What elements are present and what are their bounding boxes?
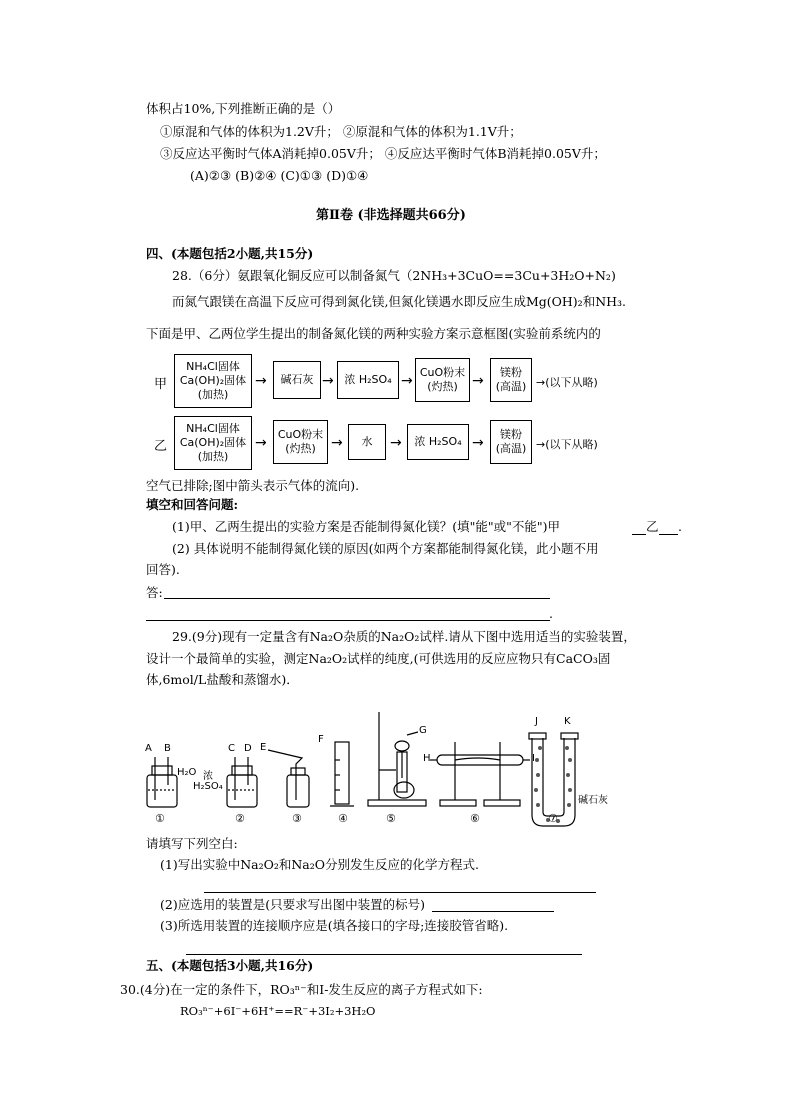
question-28-line: 而氮气跟镁在高温下反应可得到氮化镁,但氮化镁遇水即反应生成Mg(OH)₂和NH₃. [172,294,627,309]
arrow-icon: → [472,435,484,451]
port-label: C [228,743,235,754]
reagent-label: 浓 [203,771,213,782]
flow-box: NH₄Cl固体 Ca(OH)₂固体 (加热) [174,416,252,470]
reagent-label: 碱石灰 [578,795,608,806]
part-heading: 四、(本题包括2小题,共15分) [146,246,314,261]
question-29-sub3: (3)所选用装置的连接顺序应是(填各接口的字母;连接胶管省略). [160,918,509,933]
answer-yi: 乙 [646,519,659,534]
period: . [678,519,682,534]
port-label: D [244,743,252,754]
fill-heading: 填空和回答问题: [146,497,239,512]
arrow-icon: → [255,373,267,389]
choices-line: (A)②③ (B)②④ (C)①③ (D)①④ [190,168,369,183]
answer-blank[interactable] [186,954,582,955]
apparatus-number: ④ [338,812,348,825]
port-label: A [145,743,152,754]
port-label: H [423,753,431,764]
question-28-line: 空气已排除;图中箭头表示气体的流向). [146,478,360,493]
port-label: K [564,716,571,727]
question-29-sub2: (2)应选用的装置是(只要求写出图中装置的标号) [160,897,425,912]
port-label: F [318,734,324,745]
equation: RO₃ⁿ⁻+6I⁻+6H⁺==R⁻+3I₂+3H₂O [180,1004,376,1018]
arrow-icon: → [322,373,334,389]
flow-box: 镁粉 (高温) [490,420,532,464]
arrow-icon: → [331,435,343,451]
flow-box: 水 [348,424,386,460]
flow-box: 浓 H₂SO₄ [337,361,399,399]
flow-box: NH₄Cl固体 Ca(OH)₂固体 (加热) [174,354,252,408]
apparatus-number: ② [235,812,245,825]
option-line: ③反应达平衡时气体A消耗掉0.05V升； ④反应达平衡时气体B消耗掉0.05V升； [160,146,606,161]
option-line: ①原混和气体的体积为1.2V升； ②原混和气体的体积为1.1V升； [160,124,522,139]
port-label: G [419,725,427,736]
question-28-line: 28.（6分）氨跟氧化铜反应可以制备氮气（2NH₃+3CuO==3Cu+3H₂O+N₂) [172,268,616,283]
question-28-sub1: (1)甲、乙两生提出的实验方案是否能制得氮化镁？(填"能"或"不能")甲 [172,519,560,534]
flow-box: 浓 H₂SO₄ [407,424,469,460]
apparatus-number: ③ [292,812,302,825]
answer-blank[interactable] [432,911,554,912]
row-label-jia: 甲 [154,377,168,392]
part-heading: 五、(本题包括3小题,共16分) [146,958,314,973]
period: . [549,606,553,621]
question-28-sub2: 回答). [146,562,180,577]
flow-tail: →(以下从略) [536,438,598,451]
flow-tail: →(以下从略) [536,376,598,389]
apparatus-number: ⑥ [470,812,480,825]
port-label: J [535,716,538,727]
arrow-icon: → [472,373,484,389]
port-label: E [260,742,267,753]
answer-blank[interactable] [204,892,596,893]
reagent-label: H₂SO₄ [193,781,223,792]
question-28-sub2: (2) 具体说明不能制得氮化镁的原因(如两个方案都能制得氮化镁，此小题不用 [172,541,599,556]
flow-box: CuO粉末 (灼热) [415,358,470,402]
flow-box: 镁粉 (高温) [490,358,532,402]
apparatus-number: ⑤ [386,812,396,825]
row-label-yi: 乙 [154,439,168,454]
question-29-line: 体,6mol/L盐酸和蒸馏水)． [146,672,299,687]
apparatus-number: ⑦ [548,812,558,825]
question-28-line: 下面是甲、乙两位学生提出的制备氮化镁的两种实验方案示意框图(实验前系统内的 [146,326,601,341]
flow-box: 碱石灰 [273,361,321,399]
question-29-sub1: (1)写出实验中Na₂O₂和Na₂O分别发生反应的化学方程式. [160,857,479,872]
question-30-line: 30.(4分)在一定的条件下，RO₃ⁿ⁻和I-发生反应的离子方程式如下: [120,982,483,997]
arrow-icon: → [390,435,402,451]
arrow-icon: → [401,373,413,389]
answer-label: 答: [146,585,163,600]
question-29-line: 设计一个最简单的实验，测定Na₂O₂试样的纯度,(可供选用的反应应物只有CaCO₃固 [146,651,611,666]
fill-heading: 请填写下列空白: [146,836,238,851]
reagent-label: H₂O [177,767,197,778]
port-label: I [532,753,535,764]
question-29-line: 29.(9分)现有一定量含有Na₂O杂质的Na₂O₂试样.请从下图中选用适当的实验装置， [172,629,636,644]
flow-box: CuO粉末 (灼热) [273,420,328,464]
port-label: B [164,743,171,754]
section-title: 第Ⅱ卷 (非选择题共66分) [316,208,466,223]
apparatus-number: ① [155,812,165,825]
arrow-icon: → [255,435,267,451]
text-line: 体积占10%,下列推断正确的是（） [146,101,341,116]
